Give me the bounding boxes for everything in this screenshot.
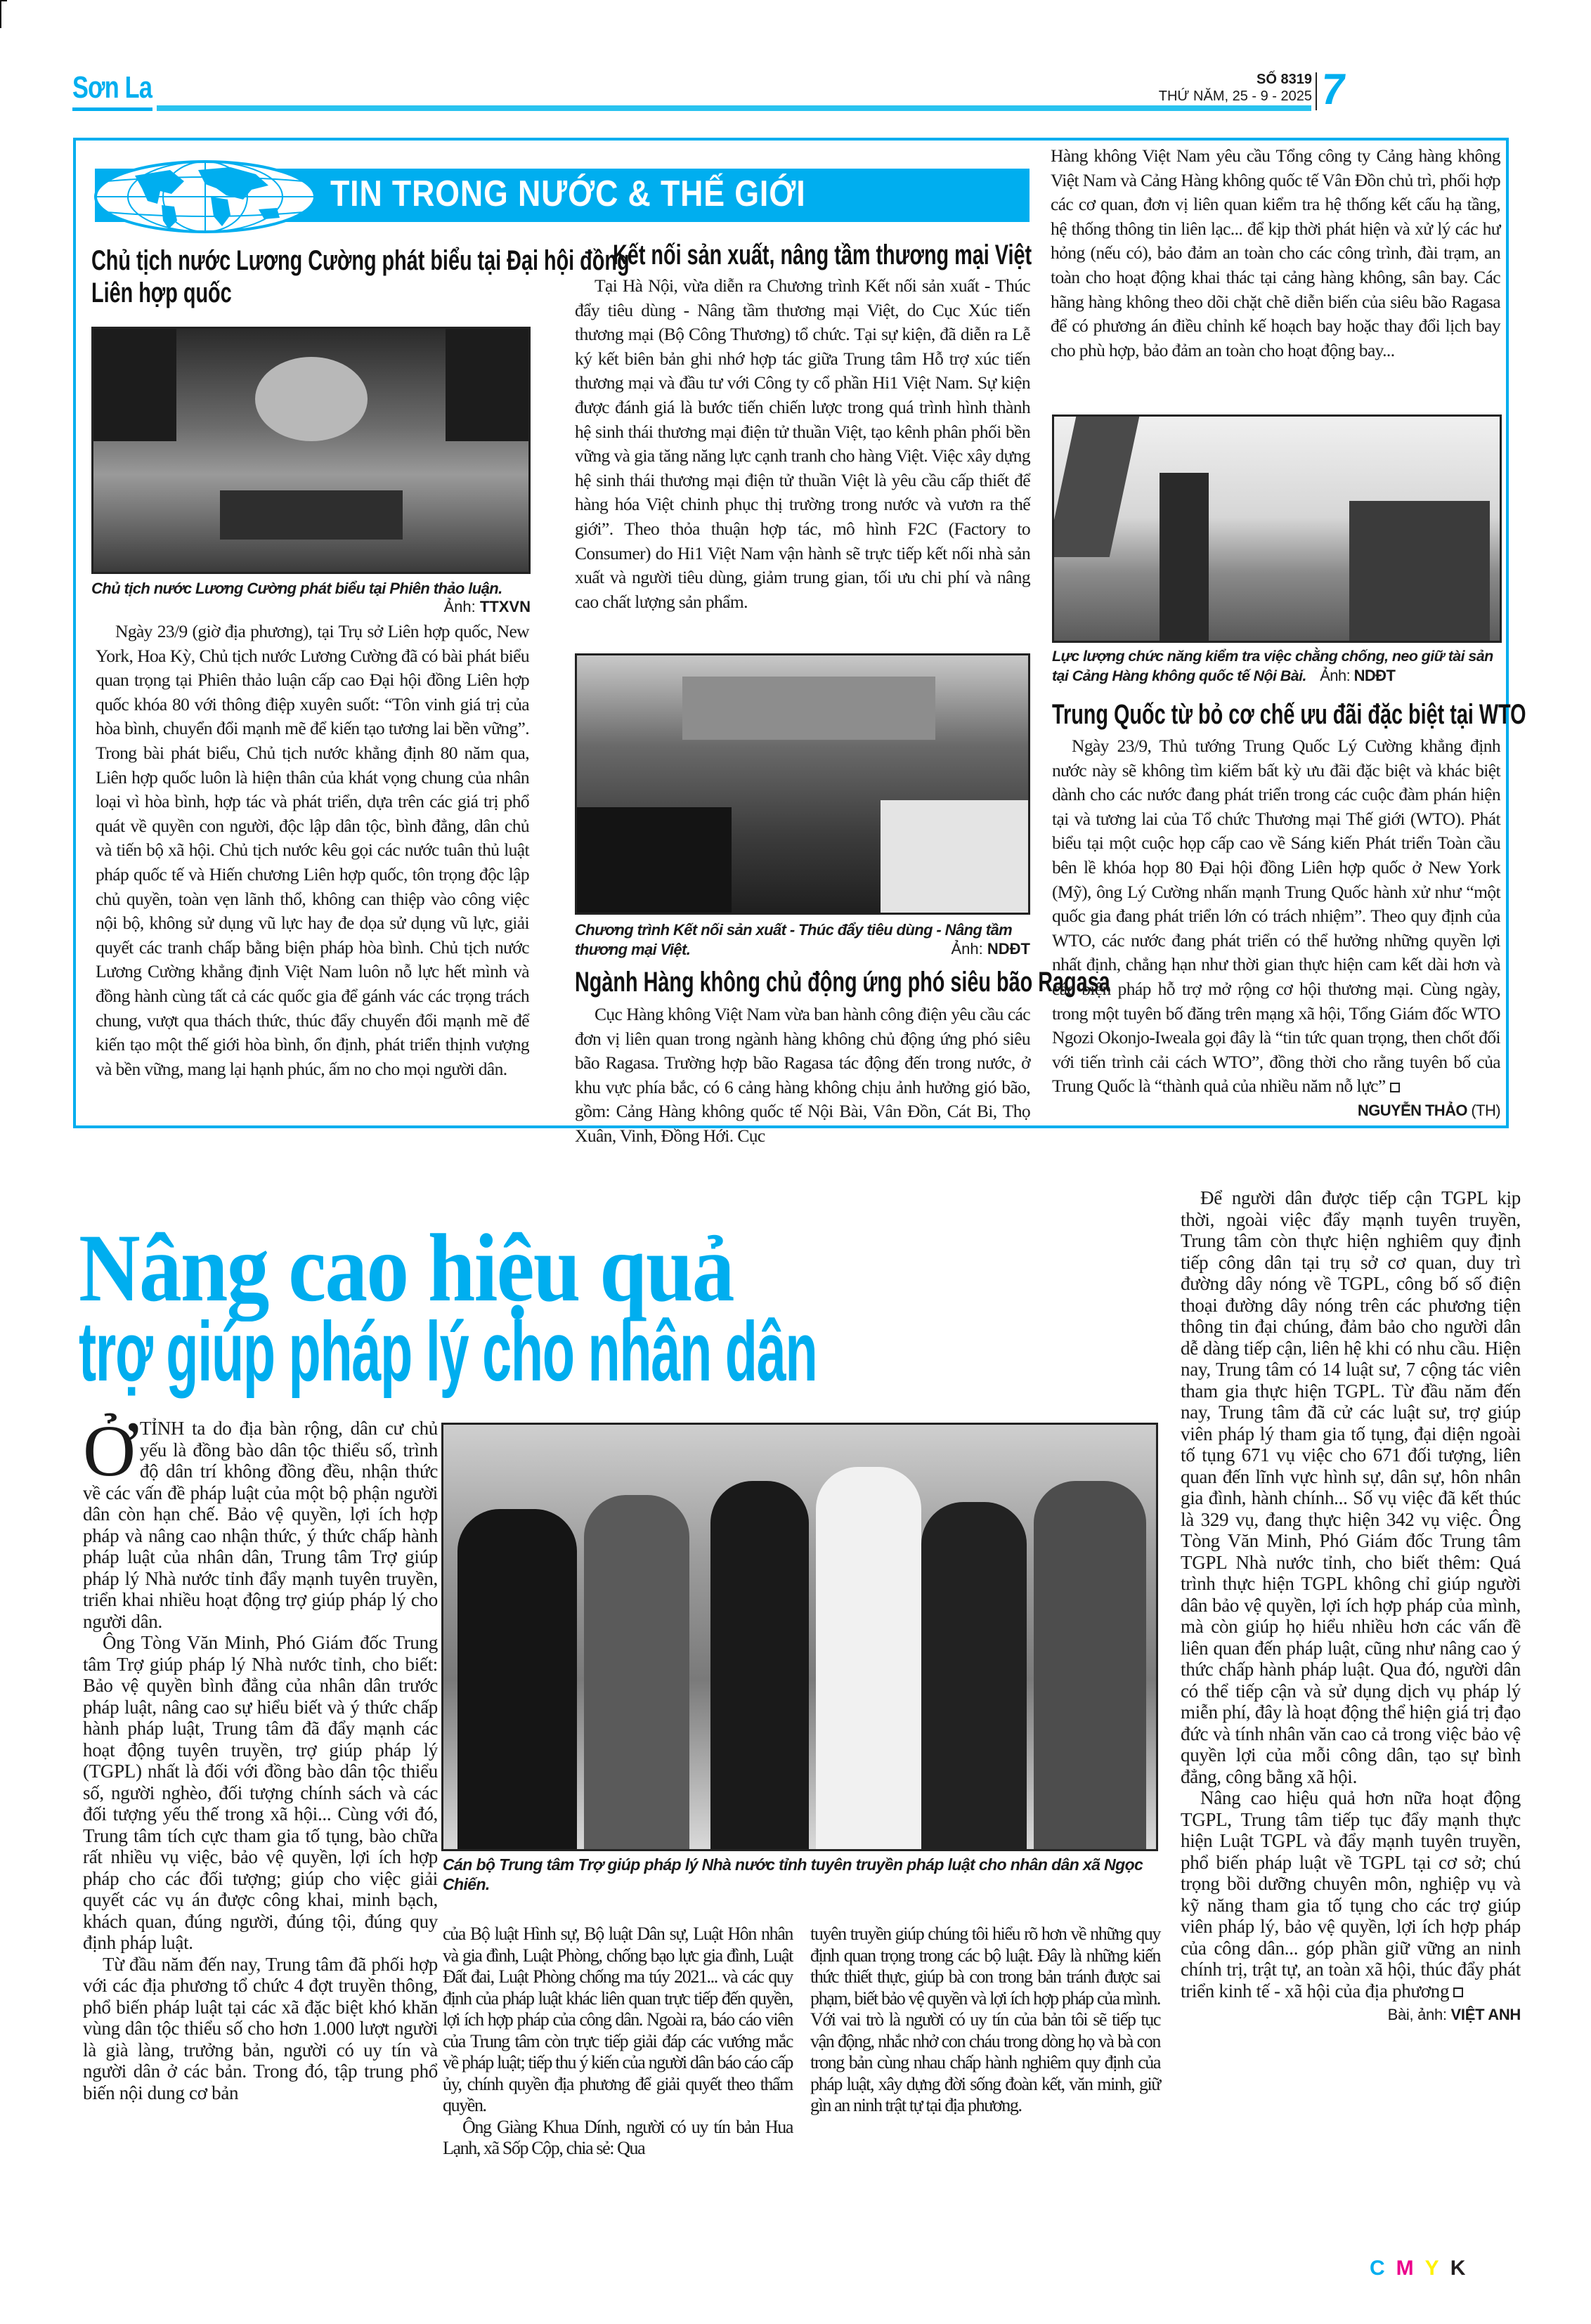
article-body [96,620,529,1081]
byline-label: Bài, ảnh: [1387,2006,1447,2023]
photo-credit [91,598,531,616]
caption-text: Chủ tịch nước Lương Cường phát biểu tại Phiên thảo luận. [91,580,502,597]
end-mark-icon [1390,1083,1400,1092]
lead-paragraph [83,1411,438,1632]
photo-legal-aid [441,1423,1158,1851]
article-headline: Ngành Hàng không chủ động ứng phó siêu bão Ragasa [575,967,1110,998]
byline-name: NGUYỄN THẢO [1357,1101,1467,1119]
header-rule [72,107,152,111]
masthead: Sơn La [72,70,152,105]
article-headline: Trung Quốc từ bỏ cơ chế ưu đãi đặc biệt tại WTO [1052,699,1526,730]
paragraph-text: Nâng cao hiệu quả hơn nữa hoạt động TGPL, Trung tâm tiếp tục đẩy mạnh thực hiện Luật TGPL và đẩy mạnh tuyên truyền, phổ biến pháp luật về TGPL tại cơ sở; chú trọng bồi dưỡng chuyên môn, nghiệp vụ và kỹ năng tham gia tố tụng cho các trợ giúp viên pháp lý, bảo vệ quyền, lợi ích hợp pháp của công dân... góp phần giữ vững an ninh chính trị, trật tự, an toàn xã hội, thúc đẩy phát triển kinh tế - xã hội của địa phương [1181,1787,1521,2002]
article-headline [91,244,630,309]
lead-word: TỈNH [139,1418,185,1439]
lead-text: ta do địa bàn rộng, dân cư chủ yếu là đồng bào dân tộc thiểu số, trình độ dân trí không đồng đều, nhận thức về các vấn đề pháp luật của một bộ phận người dân còn hạn chế. Bảo vệ quyền, lợi ích hợp pháp và nâng cao nhận thức, ý thức chấp hành pháp luật của nhân dân, Trung tâm Trợ giúp pháp lý Nhà nước tỉnh đẩy mạnh tuyên truyền, triển khai nhiều hoạt động trợ giúp pháp lý cho người dân. [83,1418,438,1632]
credit-source: NDĐT [1353,667,1396,684]
paragraph: Ngày 23/9 (giờ địa phương), tại Trụ sở Liên hợp quốc, New York, Hoa Kỳ, Chủ tịch nước Lương Cường đã có bài phát biểu quan trọng tại Phiên thảo luận cấp cao Đại hội đồng Liên hợp quốc khóa 80 với thông điệp xuyên suốt: “Tôn vinh giá trị của hòa bình, chuyển đổi mạnh mẽ để kiến tạo tương lai bền vững”. Trong bài phát biểu, Chủ tịch nước khẳng định 80 năm qua, Liên hợp quốc luôn là hiện thân của khát vọng chung của nhân loại vì hòa bình, hợp tác và phát triển, dựa trên các giá trị phổ quát về quyền con người, độc lập dân tộc, bình đẳng, dân chủ và tiến bộ xã hội. Chủ tịch nước kêu gọi các nước tuân thủ luật pháp quốc tế và Hiến chương Liên hợp quốc, tôn trọng độc lập chủ quyền, toàn vẹn lãnh thổ, không can thiệp vào công việc nội bộ, không sử dụng vũ lực hay đe dọa sử dụng vũ lực, giải quyết các tranh chấp bằng biện pháp hòa bình. Chủ tịch nước Lương Cường khẳng định Việt Nam luôn nỗ lực hết mình và đồng hành cùng tất cả các quốc gia để gánh vác các trọng trách chung, vượt qua thách thức, thúc đẩy chuyển đổi mạnh mẽ để kiến tạo một thế giới hòa bình, ổn định, phát triển thịnh vượng và bền vững, mang lại hạnh phúc, ấm no cho mọi người dân. [96,621,529,1079]
article-body-continued [1051,144,1500,363]
issue-number: SỐ 8319 [1256,72,1312,87]
cmyk-y: Y [1424,2257,1450,2280]
dropcap: Ở [83,1411,136,1491]
crop-mark [0,0,7,1]
feature-body [1181,1187,1521,2026]
divider [1316,72,1317,110]
photo-un-assembly [91,327,531,574]
header-rule [157,105,1311,111]
caption-text: Lực lượng chức năng kiểm tra việc chằng chống, neo giữ tài sản tại Cảng Hàng không quốc tế Nội Bài. [1052,648,1493,684]
feature-body [83,1411,438,2103]
issue-date: THỨ NĂM, 25 - 9 - 2025 [1158,89,1312,104]
photo-credit [1320,667,1395,684]
credit-source: NDĐT [987,940,1030,958]
headline-line: Chủ tịch nước Lương Cường phát biểu tại Đại hội đồng [91,245,630,276]
paragraph: Hàng không Việt Nam yêu cầu Tổng công ty Cảng hàng không Việt Nam và Cảng Hàng không quốc tế Vân Đồn chủ trì, phối hợp các cơ quan, đơn vị liên quan kiểm tra hệ thống kết cấu hạ tầng, hệ thống thông tin liên lạc... để kịp thời phát hiện và xử lý các hư hỏng (nếu có), bảo đảm an toàn cho các công trình, đài trạm, an toàn cho hoạt động khai thác tại cảng hàng không, sân bay. Các hãng hàng không theo dõi chặt chẽ diễn biến của siêu bão Ragasa để có phương án điều chỉnh kế hoạch bay hoặc thay đổi lịch bay cho phù hợp, bảo đảm an toàn cho hoạt động bay... [1051,145,1500,360]
paragraph: Từ đầu năm đến nay, Trung tâm đã phối hợp với các địa phương tổ chức 4 đợt truyền thông, phổ biến pháp luật tại các xã đặc biệt khó khăn vùng dân tộc thiểu số cho hơn 1.000 lượt người là già làng, trưởng bản, người có uy tín và người dân ở các bản. Trong đó, tập trung phổ biến nội dung cơ bản [83,1953,438,2103]
paragraph: Ông Giàng Khua Dính, người có uy tín bản Hua Lạnh, xã Sốp Cộp, chia sẻ: Qua [443,2116,793,2158]
byline [1181,2004,1521,2026]
credit-label: Ảnh: [443,598,476,615]
article-headline: Kết nối sản xuất, nâng tầm thương mại Việt [613,240,1032,270]
article-body [575,1003,1030,1149]
byline [1338,1099,1500,1123]
feature-headline-line2: trợ giúp pháp lý cho nhân dân [79,1305,817,1399]
credit-label: Ảnh: [951,940,983,958]
section-title: TIN TRONG NƯỚC & THẾ GIỚI [330,174,806,214]
page-number: 7 [1318,65,1349,114]
photo-credit [575,940,1030,958]
paragraph: Tại Hà Nội, vừa diễn ra Chương trình Kết nối sản xuất - Thúc đẩy tiêu dùng - Nâng tầm thương mại Việt, do Cục Xúc tiến thương mại (Bộ Công Thương) tổ chức. Tại sự kiện, đã diễn ra Lễ ký kết biên bản ghi nhớ hợp tác giữa Trung tâm Hỗ trợ xúc tiến thương mại và đầu tư với Công ty cổ phần Hi1 Việt Nam. Sự kiện được đánh giá là bước tiến chiến lược trong quá trình hình thành hệ sinh thái thương mại điện tử thuần Việt, tạo kênh phân phối bền vững và gia tăng năng lực cạnh tranh cho hàng Việt. Việc xây dựng hệ sinh thái thương mại điện tử thuần Việt là yêu cầu cấp thiết để hàng hóa Việt chinh phục thị trường trong nước và vươn ra thế giới”. Theo thỏa thuận hợp tác, mô hình F2C (Factory to Consumer) do Hi1 Việt Nam vận hành sẽ trực tiếp kết nối nhà sản xuất và người tiêu dùng, giảm trung gian, tối ưu chi phí và nâng cao chất lượng sản phẩm. [575,275,1030,612]
crop-mark [0,0,1,28]
cmyk-k: K [1450,2257,1477,2280]
credit-label: Ảnh: [1320,667,1351,684]
end-mark-icon [1453,1987,1463,1997]
paragraph: của Bộ luật Hình sự, Bộ luật Dân sự, Luật Hôn nhân và gia đình, Luật Phòng, chống bạo lực gia đình, Luật Đất đai, Luật Phòng chống ma túy 2021... và các quy định của pháp luật khác liên quan trực tiếp đến quyền, lợi ích hợp pháp của công dân. Ngoài ra, báo cáo viên của Trung tâm còn trực tiếp giải đáp các vướng mắc về pháp luật; tiếp thu ý kiến của người dân báo cáo cấp ủy, chính quyền địa phương để giải quyết theo thẩm quyền. [443,1924,793,2115]
feature-body [443,1924,793,2160]
paragraph-text: Ngày 23/9, Thủ tướng Trung Quốc Lý Cường khẳng định nước này sẽ không tìm kiếm bất kỳ ưu đãi đặc biệt và khác biệt dành cho các nước đang phát triển trong các cuộc đàm phán hiện tại và tương lai của Tổ chức Thương mại Thế giới (WTO). Phát biểu tại một cuộc họp cấp cao về Sáng kiến Phát triển Toàn cầu bên lề khóa họp 80 Đại hội đồng Liên hợp quốc ở New York (Mỹ), ông Lý Cường nhấn mạnh Trung Quốc hành xử như “một quốc gia đang phát triển lớn có trách nhiệm”. Theo quy định của WTO, các nước đang phát triển có thể hưởng những quyền lợi nhất định, chẳng hạn như thời gian thực hiện cam kết dài hơn và các biện pháp hỗ trợ mở rộng cơ hội thương mại. Cùng ngày, trong một tuyên bố đăng trên mạng xã hội, Tổng Giám đốc WTO Ngozi Okonjo-Iweala gọi đây là “tin tức quan trọng, then chốt đối với tiến trình cải cách WTO”, đồng thời cho rằng tuyên bố của Trung Quốc là “thành quả của nhiều năm nỗ lực” [1052,736,1500,1097]
paragraph: tuyên truyền giúp chúng tôi hiểu rõ hơn về những quy định quan trọng trong các bộ luật. Đây là những kiến thức thiết thực, giúp bà con trong bản tránh được sai phạm, biết bảo vệ quyền và lợi ích hợp pháp của mình. Với vai trò là người có uy tín của bản tôi sẽ tiếp tục vận động, nhắc nhở con cháu trong dòng họ và bà con trong bản cùng nhau chấp hành nghiêm quy định của pháp luật, xây dựng đời sống đoàn kết, văn minh, giữ gìn an ninh trật tự tại địa phương. [810,1924,1160,2115]
feature-body [810,1924,1160,2117]
photo-caption [1052,646,1502,686]
photo-trade-event [575,653,1030,915]
article-body [1052,734,1500,1123]
paragraph: Cục Hàng không Việt Nam vừa ban hành công điện yêu cầu các đơn vị liên quan trong ngành hàng không chủ động ứng phó siêu bão Ragasa. Trường hợp bão Ragasa tác động đến trong nước, ở khu vực phía bắc, có 6 cảng hàng không chịu ảnh hưởng gió bão, gồm: Cảng Hàng không quốc tế Nội Bài, Vân Đồn, Cát Bi, Thọ Xuân, Vinh, Đồng Hới. Cục [575,1004,1030,1146]
byline-suffix: (TH) [1471,1101,1500,1119]
feature-headline-line1: Nâng cao hiệu quả [79,1214,734,1321]
paragraph [1052,734,1500,1119]
photo-airport-inspection [1052,414,1502,643]
cmyk-print-mark [1370,2257,1476,2280]
cmyk-c: C [1370,2257,1396,2280]
photo-caption [91,579,531,599]
credit-source: TTXVN [479,598,531,615]
cmyk-m: M [1396,2257,1425,2280]
paragraph: Để người dân được tiếp cận TGPL kịp thời, ngoài việc đẩy mạnh tuyên truyền, Trung tâm còn thực hiện nghiêm quy định tiếp công dân tại trụ sở cơ quan, duy trì đường dây nóng về TGPL, công bố số điện thoại đường dây nóng trên các phương tiện thông tin đại chúng, đảm bảo cho người dân dễ dàng tiếp cận, liên hệ khi có nhu cầu. Hiện nay, Trung tâm có 14 luật sư, 7 cộng tác viên tham gia thực hiện TGPL. Từ đầu năm đến nay, Trung tâm đã cử các luật sư, trợ giúp viên pháp lý tham gia tố tụng, đại diện ngoài tố tụng 671 vụ việc cho 671 đối tượng, liên quan đến lĩnh vực hình sự, dân sự, hôn nhân gia đình, hành chính... Số vụ việc đã kết thúc là 329 vụ, đang thực hiện 342 vụ việc. Ông Tòng Văn Minh, Phó Giám đốc Trung tâm TGPL Nhà nước tỉnh, cho biết thêm: Quá trình thực hiện TGPL không chỉ giúp người dân bảo vệ quyền, lợi ích hợp pháp của mình, mà còn giúp họ hiểu nhiều hơn các vấn đề liên quan đến pháp luật, cũng như nâng cao ý thức chấp hành pháp luật. Qua đó, người dân có thể tiếp cận và sử dụng dịch vụ pháp lý miễn phí, đây là hoạt động thể hiện giá trị đạo đức và tính nhân văn cao cả trong việc bảo vệ quyền lợi của mỗi công dân, tạo sự bình đẳng, công bằng xã hội. [1181,1187,1521,1787]
issue-info [1159,72,1312,105]
paragraph [1181,1787,1521,2002]
paragraph: Ông Tòng Văn Minh, Phó Giám đốc Trung tâm Trợ giúp pháp lý Nhà nước tỉnh, cho biết: Bảo vệ quyền bình đẳng của nhân dân trước pháp luật, nâng cao sự hiểu biết và ý thức chấp hành pháp luật, Trung tâm đã đẩy mạnh các hoạt động tuyên truyền, trợ giúp pháp lý (TGPL) nhất là đối với đồng bào dân tộc thiểu số, người nghèo, đối tượng chính sách và các đối tượng yếu thế trong xã hội... Cùng với đó, Trung tâm tích cực tham gia tố tụng, bào chữa rất nhiều vụ việc, bảo vệ quyền, lợi ích hợp pháp cho các đối tượng; giúp cho việc giải quyết các vụ án được công khai, minh bạch, khách quan, đúng người, đúng tội, đúng quy định pháp luật. [83,1632,438,1953]
article-body [575,274,1030,614]
globe-icon [93,160,318,233]
photo-caption [443,1855,1156,1894]
byline-name: VIỆT ANH [1450,2006,1521,2023]
headline-line: Liên hợp quốc [91,278,232,308]
caption-text: Chương trình Kết nối sản xuất - Thúc đẩy tiêu dùng - Nâng tầm thương mại Việt. [575,921,1013,958]
caption-text: Cán bộ Trung tâm Trợ giúp pháp lý Nhà nước tỉnh tuyên truyền pháp luật cho nhân dân xã Ngọc Chiến. [443,1855,1143,1893]
